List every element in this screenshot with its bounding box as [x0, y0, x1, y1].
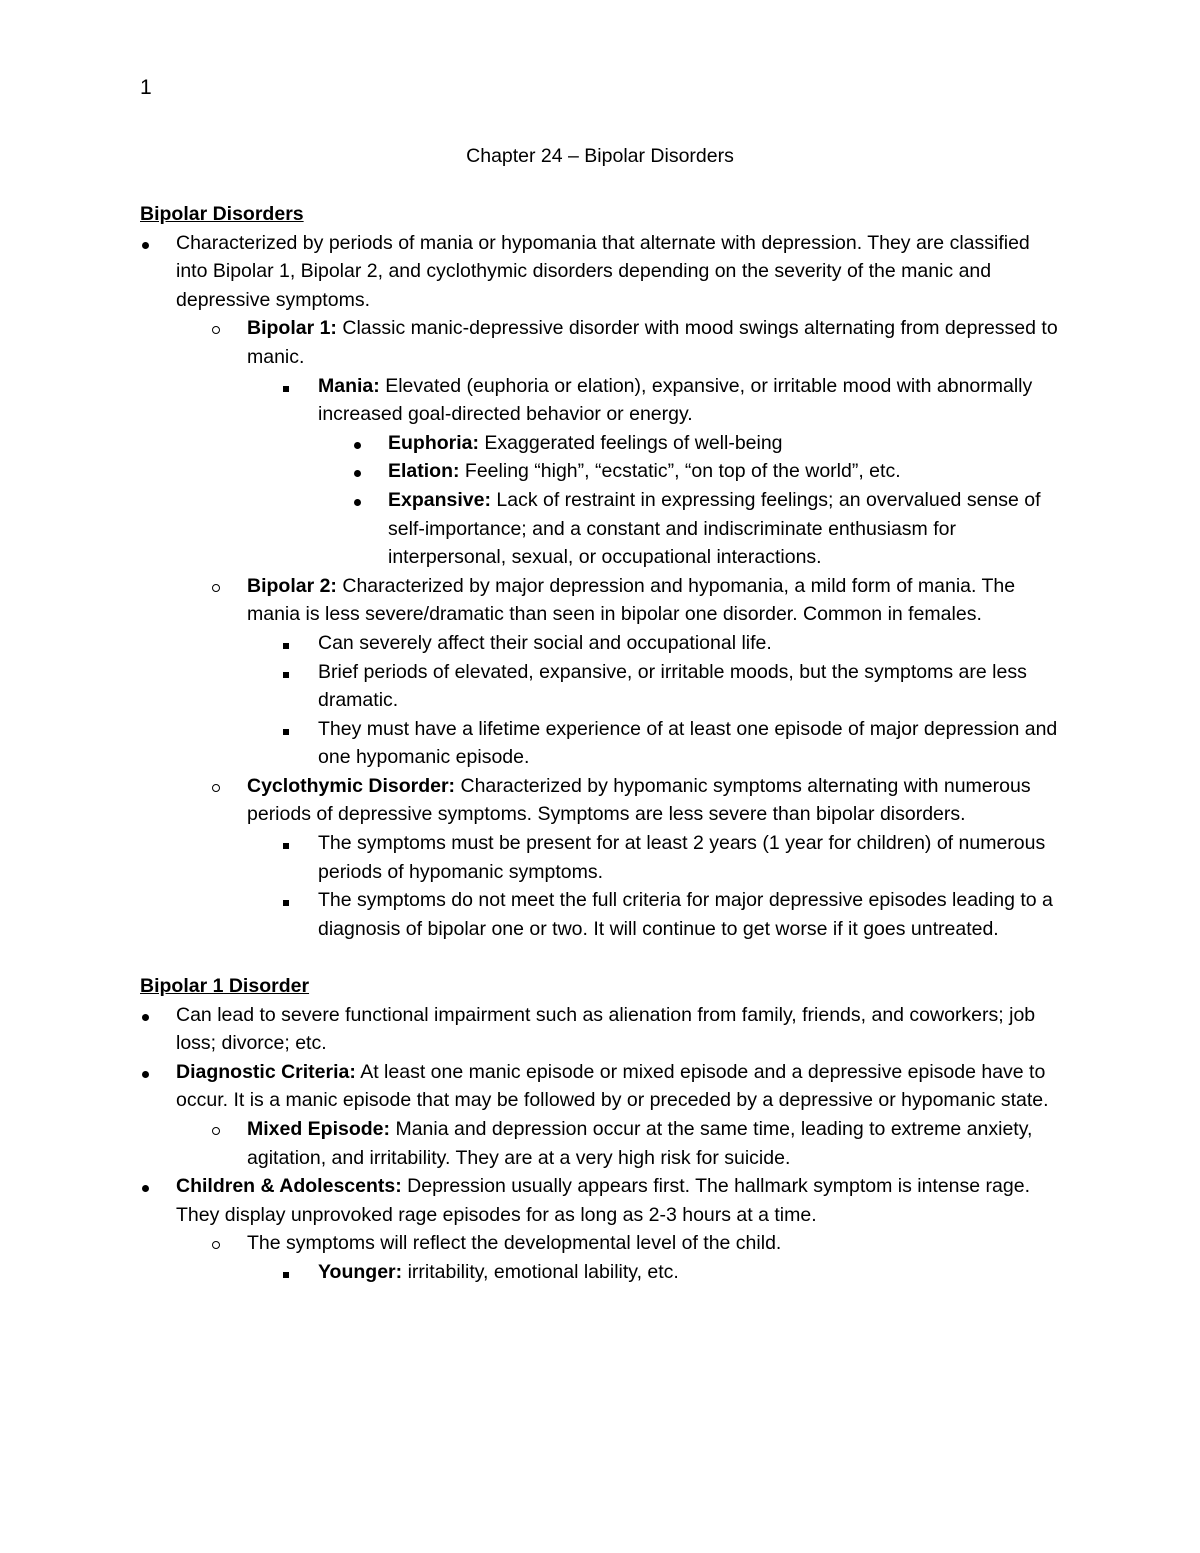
document-body: [140, 200, 1060, 1287]
item-text: The symptoms do not meet the full criteria for major depressive episodes leading to a diagnosis of bipolar one or two. It will continue to get worse if it goes untreated.: [318, 889, 1053, 940]
item-text: Classic manic-depressive disorder with mood swings alternating from depressed to manic.: [247, 317, 1058, 368]
list-item: [140, 772, 1060, 829]
item-text: Characterized by hypomanic symptoms alternating with numerous periods of depressive symptoms. Symptoms are less severe than bipolar disorders.: [247, 774, 1031, 826]
bullet-circle-icon: [212, 572, 220, 601]
list-item: [140, 629, 1060, 658]
bullet-circle-icon: [212, 1229, 220, 1258]
item-term: Younger:: [318, 1260, 403, 1283]
item-text: Can lead to severe functional impairment such as alienation from family, friends, and coworkers; job loss; divorce; etc.: [176, 1003, 1036, 1055]
spacer: [140, 943, 1060, 972]
list-item: [140, 457, 1060, 486]
list-item: [140, 572, 1060, 629]
bullet-square-icon: [283, 1258, 289, 1287]
section-heading: Bipolar 1 Disorder: [140, 975, 310, 998]
bullet-circle-icon: [212, 314, 220, 343]
bullet-circle-icon: [212, 1115, 220, 1144]
list-item: [140, 658, 1060, 715]
list-item: [140, 372, 1060, 429]
bullet-square-icon: [283, 886, 289, 915]
bullet-dot-icon: [142, 1001, 149, 1030]
list-item: [140, 1058, 1060, 1115]
list-item: [140, 486, 1060, 572]
item-text: Exaggerated feelings of well-being: [484, 431, 783, 454]
bullet-dot-icon: [142, 1058, 149, 1087]
item-term: Mixed Episode:: [247, 1118, 391, 1140]
bullet-square-icon: [283, 658, 289, 687]
bullet-square-icon: [283, 715, 289, 744]
item-term: Mania:: [318, 374, 380, 397]
bullet-square-icon: [283, 629, 289, 658]
list-item: [140, 1001, 1060, 1058]
list-item: [140, 429, 1060, 458]
page-number: 1: [140, 76, 152, 99]
bullet-circle-icon: [212, 772, 220, 801]
item-text: The symptoms must be present for at least 2 years (1 year for children) of numerous periods of hypomanic symptoms.: [318, 832, 1046, 883]
item-term: Expansive:: [388, 488, 491, 511]
item-term: Cyclothymic Disorder:: [247, 774, 456, 797]
list-item: [140, 829, 1060, 886]
page-title: Chapter 24 – Bipolar Disorders: [466, 145, 734, 167]
bullet-dot-icon: [354, 486, 361, 515]
list-item: [140, 715, 1060, 772]
bullet-dot-icon: [142, 1172, 149, 1201]
item-text: The symptoms will reflect the developmental level of the child.: [247, 1232, 782, 1255]
item-text: irritability, emotional lability, etc.: [407, 1260, 679, 1283]
section-heading: Bipolar Disorders: [140, 203, 304, 225]
list-item: [140, 1229, 1060, 1258]
item-term: Children & Adolescents:: [176, 1175, 402, 1198]
item-text: Characterized by periods of mania or hypomania that alternate with depression. They are classified into Bipolar 1, Bipolar 2, and cyclothymic disorders depending on the severity of the manic and depressive symptoms.: [176, 231, 1030, 311]
item-text: Brief periods of elevated, expansive, or irritable moods, but the symptoms are less dramatic.: [318, 660, 1027, 712]
item-term: Bipolar 2:: [247, 574, 337, 597]
list-item: [140, 1172, 1060, 1229]
item-text: Lack of restraint in expressing feelings; an overvalued sense of self-importance; and a constant and indiscriminate enthusiasm for interpersonal, sexual, or occupational interactions.: [388, 488, 1041, 569]
item-text: Depression usually appears first. The hallmark symptom is intense rage. They display unprovoked rage episodes for as long as 2-3 hours at a time.: [176, 1175, 1030, 1226]
item-term: Elation:: [388, 460, 460, 483]
bullet-square-icon: [283, 372, 289, 401]
item-text: Elevated (euphoria or elation), expansive, or irritable mood with abnormally increased goal-directed behavior or energy.: [318, 374, 1033, 426]
list-item: [140, 314, 1060, 371]
bullet-dot-icon: [354, 429, 361, 458]
bullet-dot-icon: [354, 457, 361, 486]
bullet-dot-icon: [142, 229, 149, 258]
item-text: At least one manic episode or mixed episode and a depressive episode have to occur. It is a manic episode that may be followed by or preceded by a depressive or hypomanic state.: [176, 1060, 1049, 1112]
item-text: Mania and depression occur at the same time, leading to extreme anxiety, agitation, and irritability. They are at a very high risk for suicide.: [247, 1118, 1033, 1169]
item-term: Bipolar 1:: [247, 317, 337, 340]
list-item: [140, 1258, 1060, 1287]
item-text: Characterized by major depression and hypomania, a mild form of mania. The mania is less severe/dramatic than seen in bipolar one disorder. Common in females.: [247, 574, 1016, 626]
bullet-square-icon: [283, 829, 289, 858]
item-text: Feeling “high”, “ecstatic”, “on top of the world”, etc.: [464, 460, 901, 483]
item-text: Can severely affect their social and occupational life.: [318, 631, 772, 654]
item-text: They must have a lifetime experience of at least one episode of major depression and one hypomanic episode.: [318, 717, 1058, 769]
list-item: [140, 229, 1060, 315]
list-item: [140, 886, 1060, 943]
list-item: [140, 1115, 1060, 1172]
item-term: Diagnostic Criteria:: [176, 1060, 356, 1083]
item-term: Euphoria:: [388, 431, 479, 454]
